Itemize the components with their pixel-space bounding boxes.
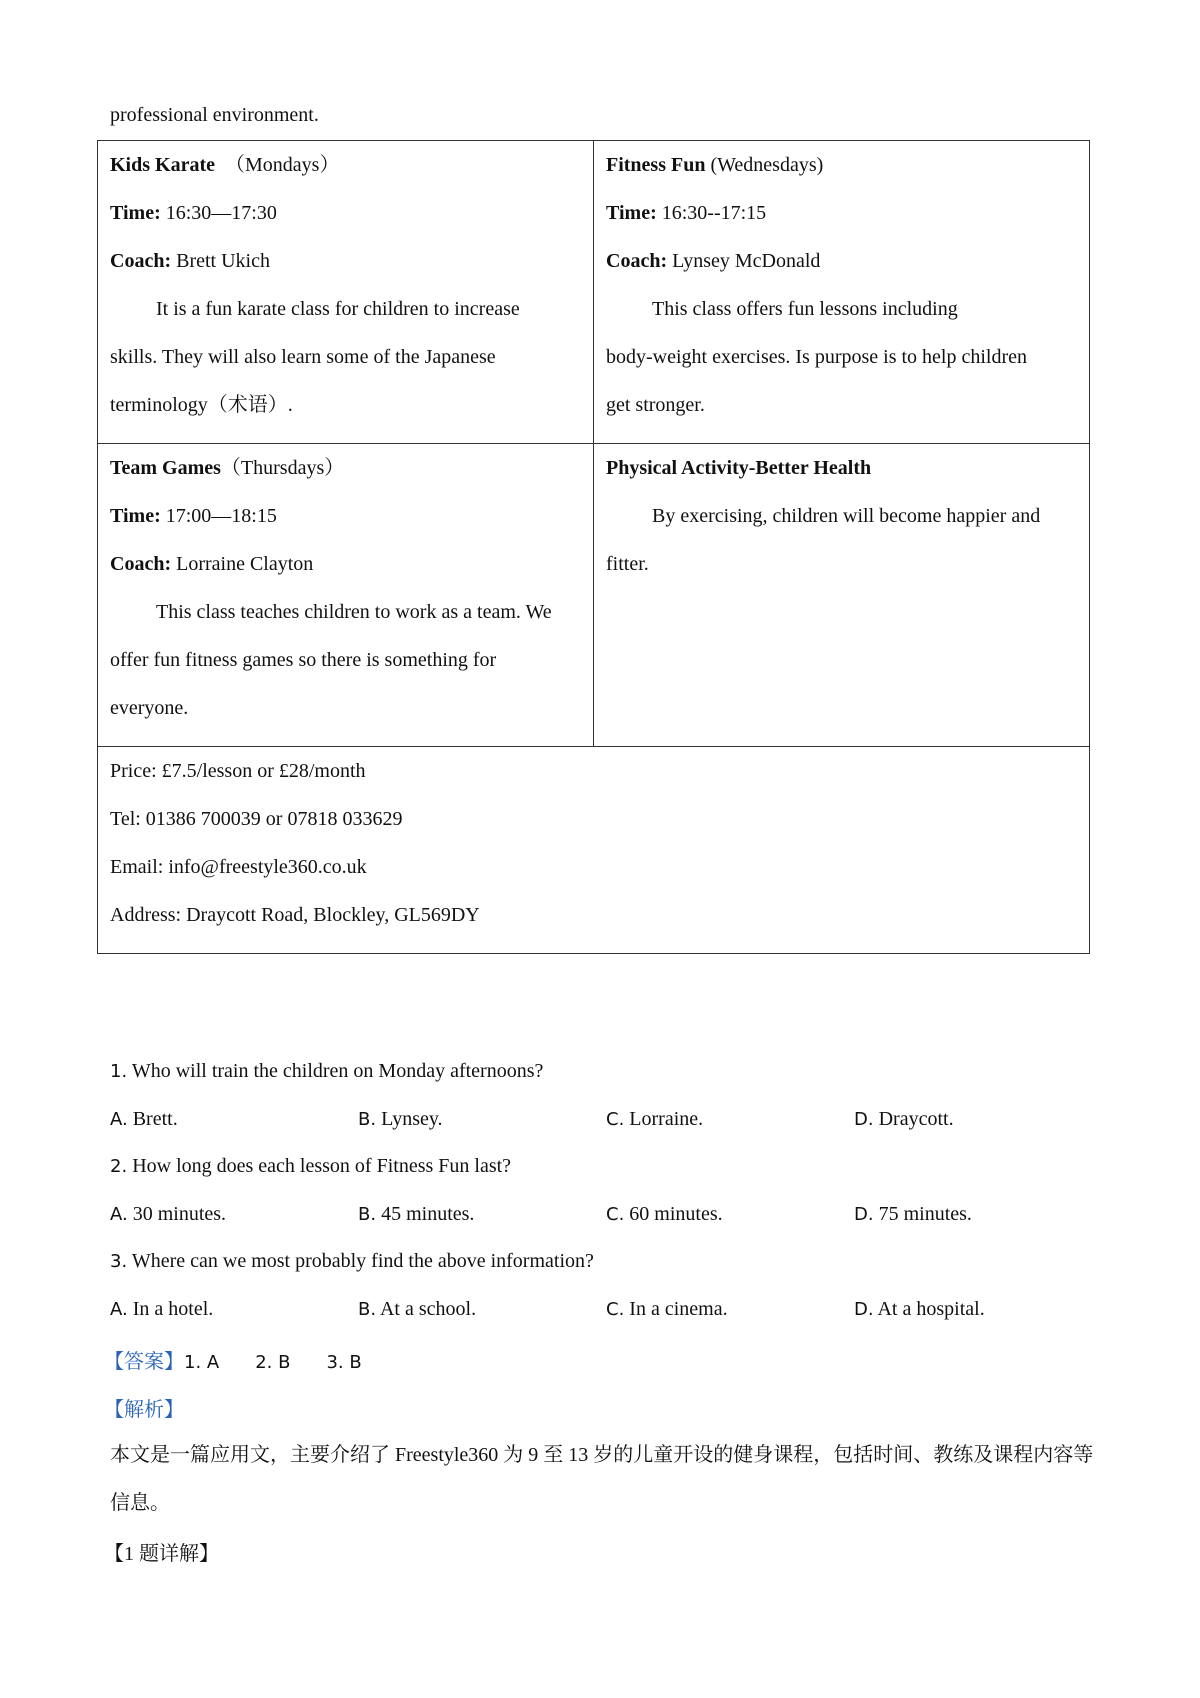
course-name: Fitness Fun [606,154,706,176]
option-letter: A. [110,1109,128,1130]
option-a [110,1203,226,1226]
course-cell-fitness-fun [594,141,1090,444]
option-letter: B. [358,1109,377,1130]
course-desc: offer fun fitness games so there is something for [110,649,497,671]
course-desc: This class offers fun lessons including [652,298,958,320]
option-text: Lynsey. [376,1108,443,1130]
question-text: Where can we most probably find the above information? [127,1250,594,1272]
coach-label: Coach: [606,250,668,272]
option-letter: D. [854,1109,874,1130]
contact-cell [98,747,1090,954]
answer-label: 【答案】 [104,1351,184,1373]
course-time: 16:30—17:30 [160,202,277,224]
question-number: 2. [110,1156,128,1177]
email-text: Email: info@freestyle360.co.uk [110,856,367,878]
option-letter: A. [110,1299,128,1320]
course-cell-kids-karate [98,141,594,444]
course-desc: This class teaches children to work as a team. We [156,601,552,623]
option-text: At a school. [376,1298,477,1320]
question-text: Who will train the children on Monday afternoons? [127,1060,544,1082]
option-letter: C. [606,1109,625,1130]
option-letter: B. [358,1204,377,1225]
coach-label: Coach: [110,553,172,575]
health-cell [594,444,1090,747]
price-text: Price: £7.5/lesson or £28/month [110,760,366,782]
option-b [358,1298,476,1321]
course-day: (Wednesdays) [705,154,824,176]
question-number: 1. [110,1061,128,1082]
option-text: 75 minutes. [873,1203,972,1225]
option-a [110,1298,213,1321]
option-d [854,1203,972,1226]
option-c [606,1203,723,1226]
course-coach: Lorraine Clayton [171,553,314,575]
course-name: Team Games [110,457,221,479]
option-letter: A. [110,1204,128,1225]
intro-text: professional environment. [110,104,319,126]
analysis-text: 本文是一篇应用文，主要介绍了 Freestyle360 为 9 至 13 岁的儿童开设的健身课程，包括时间、教练及课程内容等信息。 [110,1444,1094,1514]
question-2 [110,1155,511,1178]
course-desc: It is a fun karate class for children to increase [156,298,520,320]
answer-values: 1. A 2. B 3. B [184,1352,362,1373]
course-table [97,140,1090,954]
question-3 [110,1250,594,1273]
course-time: 16:30--17:15 [656,202,767,224]
time-label: Time: [606,202,657,224]
question-text: How long does each lesson of Fitness Fun last? [127,1155,512,1177]
address-text: Address: Draycott Road, Blockley, GL569DY [110,904,480,926]
course-coach: Lynsey McDonald [667,250,821,272]
course-cell-team-games [98,444,594,747]
option-b [358,1203,474,1226]
question-1 [110,1060,543,1083]
option-text: Draycott. [873,1108,954,1130]
health-desc: By exercising, children will become happier and [652,505,1041,527]
course-desc: everyone. [110,697,189,719]
option-c [606,1298,728,1321]
coach-label: Coach: [110,250,172,272]
option-letter: D. [854,1299,874,1320]
option-a [110,1108,178,1131]
option-d [854,1298,985,1321]
course-desc: skills. They will also learn some of the Japanese [110,346,496,368]
answer-line [104,1345,362,1374]
option-text: Lorraine. [624,1108,704,1130]
course-name: Kids Karate [110,154,215,176]
option-letter: B. [358,1299,377,1320]
option-b [358,1108,443,1131]
option-text: 45 minutes. [376,1203,475,1225]
course-desc: body-weight exercises. Is purpose is to help children [606,346,1028,368]
course-day: （Mondays） [215,154,340,176]
option-letter: D. [854,1204,874,1225]
option-text: At a hospital. [873,1298,985,1320]
course-desc: get stronger. [606,394,705,416]
time-label: Time: [110,202,161,224]
option-c [606,1108,703,1131]
course-day: （Thursdays） [220,457,345,479]
option-text: 60 minutes. [624,1203,723,1225]
option-text: Brett. [127,1108,178,1130]
detail-label: 【1 题详解】 [104,1543,219,1565]
course-desc: terminology（术语）. [110,394,293,416]
option-letter: C. [606,1299,625,1320]
health-desc: fitter. [606,553,649,575]
course-coach: Brett Ukich [171,250,270,272]
analysis-label: 【解析】 [104,1399,184,1421]
course-time: 17:00—18:15 [160,505,277,527]
health-title: Physical Activity-Better Health [606,457,872,479]
option-d [854,1108,954,1131]
question-number: 3. [110,1251,128,1272]
time-label: Time: [110,505,161,527]
option-text: 30 minutes. [127,1203,227,1225]
option-text: In a hotel. [127,1298,214,1320]
option-text: In a cinema. [624,1298,728,1320]
option-letter: C. [606,1204,625,1225]
tel-text: Tel: 01386 700039 or 07818 033629 [110,808,403,830]
